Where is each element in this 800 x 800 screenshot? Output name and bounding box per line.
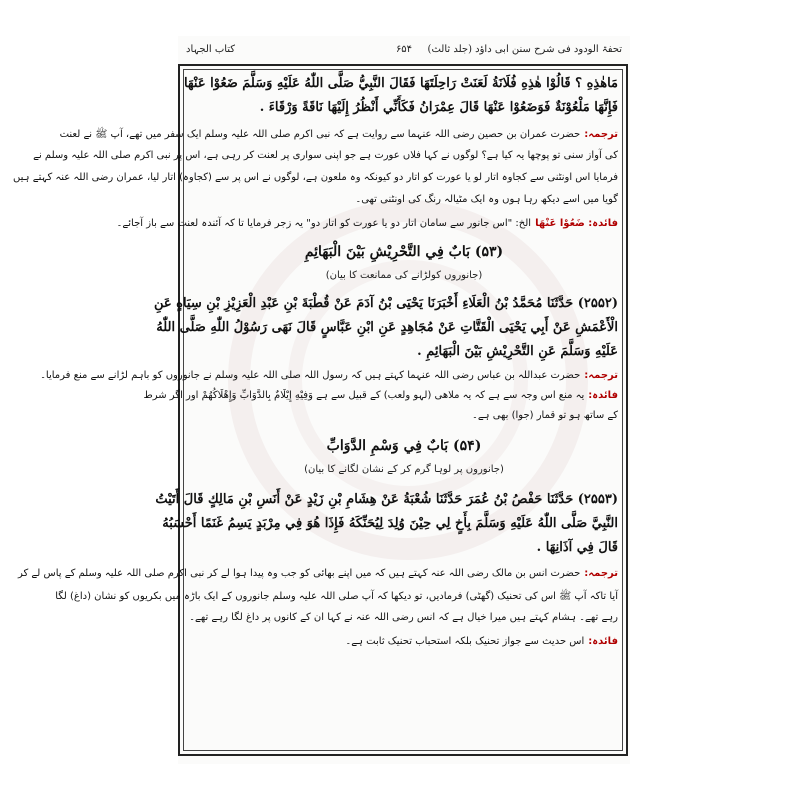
translation-label: ترجمہ:	[584, 568, 618, 579]
chapter-subtitle: (جانوروں پر لوہا گرم کر کے نشان لگانے کا بیان)	[304, 464, 504, 475]
page-header	[186, 40, 622, 60]
page-number: ۶۵۴	[395, 44, 413, 55]
chapter-heading: (۵۴) بَابٌ فِي وَسْمِ الدَّوَابِّ	[326, 438, 482, 454]
section-title: کتاب الجہاد	[186, 44, 236, 55]
note-text: الخ: "اس جانور سے سامان اتار دو یا عورت کو اتار دو" یہ زجر فرمایا تا کہ آئندہ لعنت سے باز آجائے۔	[116, 218, 532, 229]
translation-line: کی آواز سنی تو پوچھا یہ کیا ہے؟ لوگوں نے کہا فلاں عورت ہے جو اپنی سواری پر لعنت کر رہی ہے، اس پر نبی اکرم صلی اللہ علیہ وسلم نے	[33, 150, 618, 161]
translation-text: حضرت عمران بن حصین رضی اللہ عنہما سے روایت ہے کہ نبی اکرم صلی اللہ علیہ وسلم ایک سفر میں تھے، آپ ﷺ نے لعنت	[59, 129, 581, 140]
note-label: فائدہ: ضَعُوْا عَنْهَا	[535, 218, 618, 229]
note-text: اس حدیث سے جواز تحنیک بلکہ استحباب تحنیک ثابت ہے۔	[345, 636, 585, 647]
note-line	[190, 636, 618, 647]
arabic-line: فَإِنَّهَا مَلْعُوْنَةٌ فَوَضَعُوْا عَنْهَا قَالَ عِمْرَانُ فَكَأَنِّي أَنْظُرُ إِلَيْهَا نَاقَةً وَرْقَاءَ .	[259, 100, 618, 115]
chapter-subtitle: (جانوروں کولڑانے کی ممانعت کا بیان)	[325, 270, 483, 281]
translation-line: رہے تھے۔ ہشام کہتے ہیں میرا خیال ہے کہ انس رضی اللہ عنہ نے کہا ان کے کانوں پر داغ لگا رہے تھے۔	[189, 612, 618, 623]
note-line: کے ساتھ ہو تو قمار (جوا) بھی ہے۔	[471, 410, 618, 421]
arabic-line: (۲۵۵۳) حَدَّثَنَا حَفْصُ بْنُ عُمَرَ حَدَّثَنَا شُعْبَةُ عَنْ هِشَامِ بْنِ زَيْدٍ عَنْ أَنَسِ بْنِ مَالِكٍ قَالَ أَتَيْتُ	[155, 492, 618, 507]
translation-line: فرمایا اس اونٹنی سے کجاوہ اتار لو یا عورت کو اتار دو کیونکہ وہ ملعون ہے، لوگوں نے اس پر سے (کجاوہ) اتار لیا، عمران رضی اللہ عنہ کہتے ہیں	[13, 172, 618, 183]
translation-line: آیا تاکہ آپ ﷺ اس کی تحنیک (گھٹی) فرمادیں، تو دیکھا کہ آپ صلی اللہ علیہ وسلم جانوروں کے ایک باڑہ میں بکریوں کو نشان (داغ) لگا	[55, 591, 618, 602]
translation-text: حضرت عبداللہ بن عباس رضی اللہ عنہما کہتے ہیں کہ رسول اللہ صلی اللہ علیہ وسلم نے جانوروں کو باہم لڑانے سے منع فرمایا۔	[40, 370, 581, 381]
note-line	[116, 218, 618, 229]
translation-label: ترجمہ:	[584, 370, 618, 381]
arabic-line: الْأَعْمَشِ عَنْ أَبِي يَحْيَى الْقَتَّاتِ عَنْ مُجَاهِدٍ عَنِ ابْنِ عَبَّاسٍ قَالَ نَهَى رَسُوْلُ اللّٰهِ صَلَّى اللّٰهُ	[156, 320, 618, 335]
translation-line	[40, 370, 618, 381]
translation-line: گویا میں اسے دیکھ رہا ہوں وہ ایک مٹیالہ رنگ کی اونٹنی تھی۔	[355, 194, 618, 205]
arabic-line: (۲۵۵۲) حَدَّثَنَا مُحَمَّدُ بْنُ الْعَلَاءِ أَخْبَرَنَا يَحْيَى بْنُ آدَمَ عَنْ قُطْبَةَ بْنِ عَبْدِ الْعَزِيْزِ بْنِ سِيَاهٍ عَنِ	[153, 296, 618, 311]
note-label: فائدہ:	[588, 636, 618, 647]
chapter-heading: (۵۳) بَابٌ فِي التَّحْرِيْشِ بَيْنَ الْبَهَائِمِ	[304, 244, 504, 260]
note-line	[143, 390, 618, 401]
translation-label: ترجمہ:	[584, 129, 618, 140]
book-title: تحفۃ الودود فی شرح سنن ابی داؤد (جلد ثالث)	[427, 44, 622, 55]
note-label: فائدہ:	[588, 390, 618, 401]
note-text: یہ منع اس وجہ سے ہے کہ یہ ملاھی (لہو ولعب) کے قبیل سے ہے وَفِيْهِ إِيْلَامٌ بِالدَّوَابِّ وَإِهْلَاكُهُمْ اور اگر شرط	[143, 390, 585, 401]
arabic-line: عَلَيْهِ وَسَلَّمَ عَنِ التَّحْرِيْشِ بَيْنَ الْبَهَائِمِ .	[417, 344, 618, 359]
translation-text: حضرت انس بن مالک رضی اللہ عنہ کہتے ہیں کہ میں اپنے بھائی کو جب وہ پیدا ہوا لے کر نبی اکرم صلی اللہ علیہ وسلم کے پاس لے کر	[17, 568, 581, 579]
translation-line	[59, 128, 618, 142]
arabic-line: النَّبِيَّ صَلَّى اللّٰهُ عَلَيْهِ وَسَلَّمَ بِأَخٍ لِي حِيْنَ وُلِدَ لِيُحَنِّكَهُ فَإِذَا هُوَ فِي مِرْبَدٍ يَسِمُ غَنَمًا أَحْسَبُهُ	[162, 516, 618, 531]
translation-line	[17, 568, 618, 579]
arabic-line: مَاهٰذِهِ ؟ قَالُوْا هٰذِهِ فُلَانَةُ لَعَنَتْ رَاحِلَتَهَا فَقَالَ النَّبِيُّ صَلَّى اللّٰهُ عَلَيْهِ وَسَلَّمَ ضَعُوْا عَنْهَا	[183, 76, 618, 91]
arabic-line: قَالَ فِي آذَانِهَا .	[536, 540, 618, 555]
page-content	[13, 72, 618, 748]
